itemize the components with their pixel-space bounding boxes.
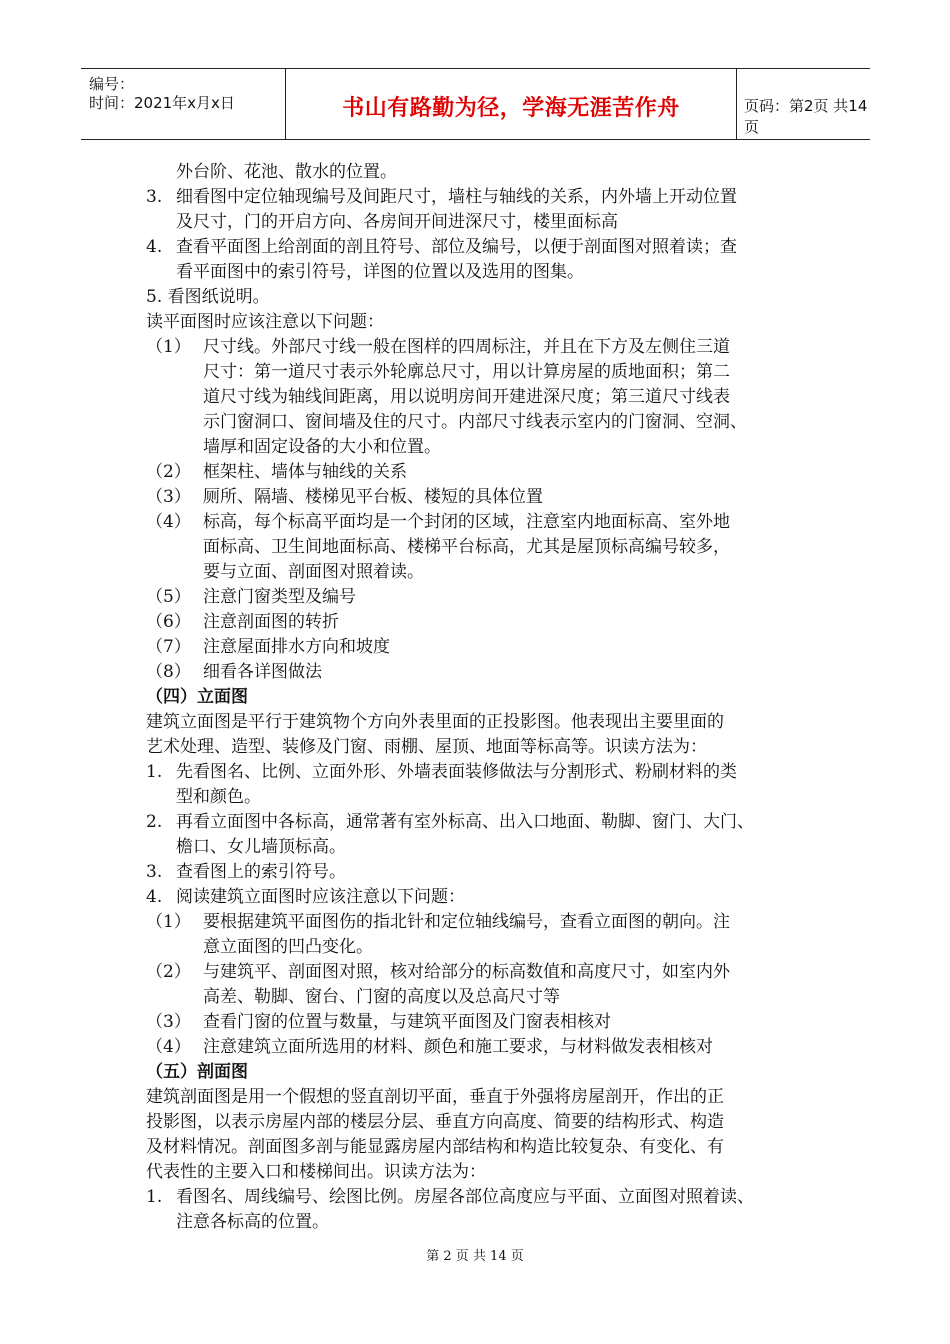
list-number: 3. xyxy=(146,187,163,207)
section-heading: （五）剖面图 xyxy=(146,1062,248,1082)
list-number: （8） xyxy=(146,662,191,682)
text-line: 先看图名、比例、立面外形、外墙表面装修做法与分割形式、粉刷材料的类 xyxy=(176,762,737,782)
text-line: 及尺寸，门的开启方向、各房间开间进深尺寸，楼里面标高 xyxy=(176,212,618,232)
text-line: 阅读建筑立面图时应该注意以下问题： xyxy=(176,887,465,907)
list-number: （1） xyxy=(146,337,191,357)
text-line: 尺寸：第一道尺寸表示外轮廓总尺寸，用以计算房屋的质地面积；第二 xyxy=(203,362,730,382)
text-line: 建筑立面图是平行于建筑物个方向外表里面的正投影图。他表现出主要里面的 xyxy=(146,712,724,732)
list-number: （4） xyxy=(146,512,191,532)
header-page-number: 页码：第2页 共14页 xyxy=(744,97,868,136)
list-number: 2. xyxy=(146,812,163,832)
header-motto: 书山有路勤为径，学海无涯苦作舟 xyxy=(342,96,680,121)
text-line: 查看图上的索引符号。 xyxy=(176,862,346,882)
date-label: 时间：2021年x月x日 xyxy=(89,94,235,112)
list-number: 1. xyxy=(146,762,163,782)
text-line: 注意建筑立面所选用的材料、颜色和施工要求，与材料做发表相核对 xyxy=(203,1037,713,1057)
text-line: 要与立面、剖面图对照着读。 xyxy=(203,562,424,582)
text-line: 再看立面图中各标高，通常著有室外标高、出入口地面、勒脚、窗门、大门、 xyxy=(176,812,754,832)
header-page-cell xyxy=(736,69,870,139)
text-line: 代表性的主要入口和楼梯间出。识读方法为： xyxy=(146,1162,486,1182)
text-line: 5. 看图纸说明。 xyxy=(146,287,270,307)
text-line: 投影图，以表示房屋内部的楼层分层、垂直方向高度、简要的结构形式、构造 xyxy=(146,1112,724,1132)
text-line: 要根据建筑平面图伤的指北针和定位轴线编号，查看立面图的朝向。注 xyxy=(203,912,730,932)
page-header xyxy=(81,68,870,140)
text-line: 示门窗洞口、窗间墙及住的尺寸。内部尺寸线表示室内的门窗洞、空洞、 xyxy=(203,412,747,432)
text-line: 尺寸线。外部尺寸线一般在图样的四周标注，并且在下方及左侧住三道 xyxy=(203,337,730,357)
text-line: 墙厚和固定设备的大小和位置。 xyxy=(203,437,441,457)
text-line: 查看门窗的位置与数量，与建筑平面图及门窗表相核对 xyxy=(203,1012,611,1032)
text-line: 标高，每个标高平面均是一个封闭的区域，注意室内地面标高、室外地 xyxy=(203,512,730,532)
text-line: 注意剖面图的转折 xyxy=(203,612,339,632)
list-number: 3. xyxy=(146,862,163,882)
text-line: 檐口、女儿墙顶标高。 xyxy=(176,837,346,857)
list-number: （2） xyxy=(146,462,191,482)
list-number: （4） xyxy=(146,1037,191,1057)
list-number: （3） xyxy=(146,1012,191,1032)
text-line: 型和颜色。 xyxy=(176,787,261,807)
section-heading: （四）立面图 xyxy=(146,687,248,707)
text-line: 查看平面图上给剖面的剖且符号、部位及编号，以便于剖面图对照着读；查 xyxy=(176,237,737,257)
list-number: （7） xyxy=(146,637,191,657)
text-line: 意立面图的凹凸变化。 xyxy=(203,937,373,957)
list-number: 4. xyxy=(146,237,163,257)
list-number: （3） xyxy=(146,487,191,507)
text-line: 厕所、隔墙、楼梯见平台板、楼短的具体位置 xyxy=(203,487,543,507)
page-footer: 第 2 页 共 14 页 xyxy=(426,1249,524,1264)
list-number: 4. xyxy=(146,887,163,907)
list-number: （2） xyxy=(146,962,191,982)
header-info-cell xyxy=(81,69,285,139)
list-number: （1） xyxy=(146,912,191,932)
text-line: 看平面图中的索引符号，详图的位置以及选用的图集。 xyxy=(176,262,584,282)
text-line: 面标高、卫生间地面标高、楼梯平台标高，尤其是屋顶标高编号较多， xyxy=(203,537,730,557)
text-line: 外台阶、花池、散水的位置。 xyxy=(176,162,397,182)
list-number: （5） xyxy=(146,587,191,607)
text-line: 注意门窗类型及编号 xyxy=(203,587,356,607)
text-line: 细看各详图做法 xyxy=(203,662,322,682)
list-number: 1. xyxy=(146,1187,163,1207)
text-line: 看图名、周线编号、绘图比例。房屋各部位高度应与平面、立面图对照着读、 xyxy=(176,1187,754,1207)
text-line: 框架柱、墙体与轴线的关系 xyxy=(203,462,407,482)
text-line: 细看图中定位轴现编号及间距尺寸，墙柱与轴线的关系，内外墙上开动位置 xyxy=(176,187,737,207)
text-line: 注意各标高的位置。 xyxy=(176,1212,329,1232)
header-motto-cell xyxy=(285,69,737,139)
text-line: 与建筑平、剖面图对照，核对给部分的标高数值和高度尺寸，如室内外 xyxy=(203,962,730,982)
text-line: 建筑剖面图是用一个假想的竖直剖切平面，垂直于外强将房屋剖开，作出的正 xyxy=(146,1087,724,1107)
text-line: 注意屋面排水方向和坡度 xyxy=(203,637,390,657)
text-line: 读平面图时应该注意以下问题： xyxy=(146,312,384,332)
text-line: 高差、勒脚、窗台、门窗的高度以及总高尺寸等 xyxy=(203,987,560,1007)
code-label: 编号： xyxy=(89,75,135,93)
text-line: 及材料情况。剖面图多剖与能显露房屋内部结构和构造比较复杂、有变化、有 xyxy=(146,1137,724,1157)
list-number: （6） xyxy=(146,612,191,632)
text-line: 艺术处理、造型、装修及门窗、雨棚、屋顶、地面等标高等。识读方法为： xyxy=(146,737,707,757)
text-line: 道尺寸线为轴线间距离，用以说明房间开建进深尺度；第三道尺寸线表 xyxy=(203,387,730,407)
